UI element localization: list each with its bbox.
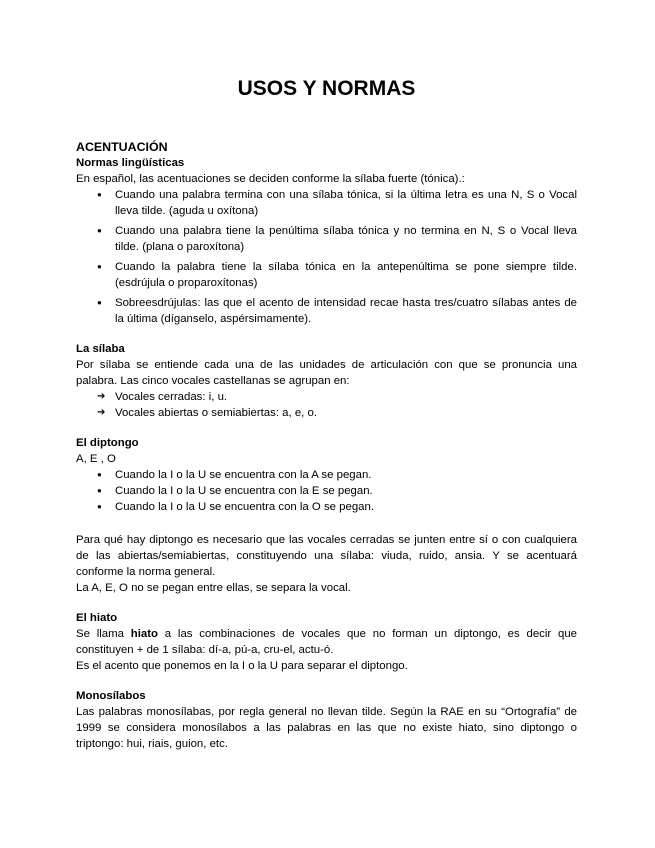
diptongo-heading: El diptongo — [76, 437, 139, 449]
diptongo-paragraph: Para qué hay diptongo es necesario que las vocales cerradas se junten entre sí o con cualquiera de las abiertas/semiabiertas, constituyendo una sílaba: viuda, ruido, ansia. Y se acentuará conforme la norma general. — [76, 534, 577, 578]
hiato-text-post: a las combinaciones de vocales que no forman un diptongo, es decir que constituyen + de 1 sílaba: dí-a, pú-a, cru-el, actu-ó. — [76, 628, 577, 656]
diptongo-note: La A, E, O no se pegan entre ellas, se separa la vocal. — [76, 582, 351, 594]
list-item: ➔ Vocales abiertas o semiabiertas: a, e, o. — [76, 405, 577, 421]
list-item: ● Cuando la palabra tiene la sílaba tónica en la antepenúltima se pone siempre tilde. (esdrújula o proparoxítonas) — [76, 259, 577, 291]
list-item: ● Cuando una palabra tiene la penúltima sílaba tónica y no termina en N, S o Vocal lleva tilde. (plana o paroxítona) — [76, 223, 577, 255]
monosilabos-heading: Monosílabos — [76, 690, 146, 702]
list-item: ● Cuando la I o la U se encuentra con la A se pegan. — [76, 467, 577, 483]
silaba-list — [76, 389, 577, 421]
diptongo-subtitle: A, E , O — [76, 453, 116, 465]
list-item: ● Cuando la I o la U se encuentra con la O se pegan. — [76, 499, 577, 515]
list-item: ➔ Vocales cerradas: i, u. — [76, 389, 577, 405]
diptongo-list — [76, 467, 577, 515]
hiato-term: hiato — [130, 628, 158, 640]
list-item: ● Sobreesdrújulas: las que el acento de intensidad recae hasta tres/cuatro sílabas antes de la última (díganselo, aspérsimamente). — [76, 295, 577, 327]
hiato-text — [76, 626, 577, 658]
page-title: USOS Y NORMAS — [237, 77, 416, 100]
hiato-text-2: Es el acento que ponemos en la I o la U para separar el diptongo. — [76, 660, 408, 672]
hiato-text-pre: Se llama — [76, 628, 131, 640]
document-content — [76, 72, 577, 752]
normas-heading: Normas lingüísticas — [76, 157, 185, 169]
monosilabos-text: Las palabras monosílabas, por regla general no llevan tilde. Según la RAE en su “Ortografía” de 1999 se considera monosílabos a las palabras en las que no existe hiato, sino diptongo o triptongo: hui, riais, guion, etc. — [76, 706, 577, 750]
list-item: ● Cuando una palabra termina con una sílaba tónica, si la última letra es una N, S o Vocal lleva tilde. (aguda u oxítona) — [76, 187, 577, 219]
silaba-heading: La sílaba — [76, 343, 125, 355]
normas-intro: En español, las acentuaciones se deciden conforme la sílaba fuerte (tónica).: — [76, 173, 465, 185]
silaba-text: Por sílaba se entiende cada una de las unidades de articulación con que se pronuncia una palabra. Las cinco vocales castellanas se agrupan en: — [76, 359, 577, 387]
list-item: ● Cuando la I o la U se encuentra con la E se pegan. — [76, 483, 577, 499]
hiato-heading: El hiato — [76, 612, 118, 624]
section-title: ACENTUACIÓN — [76, 140, 168, 154]
normas-list — [76, 187, 577, 327]
